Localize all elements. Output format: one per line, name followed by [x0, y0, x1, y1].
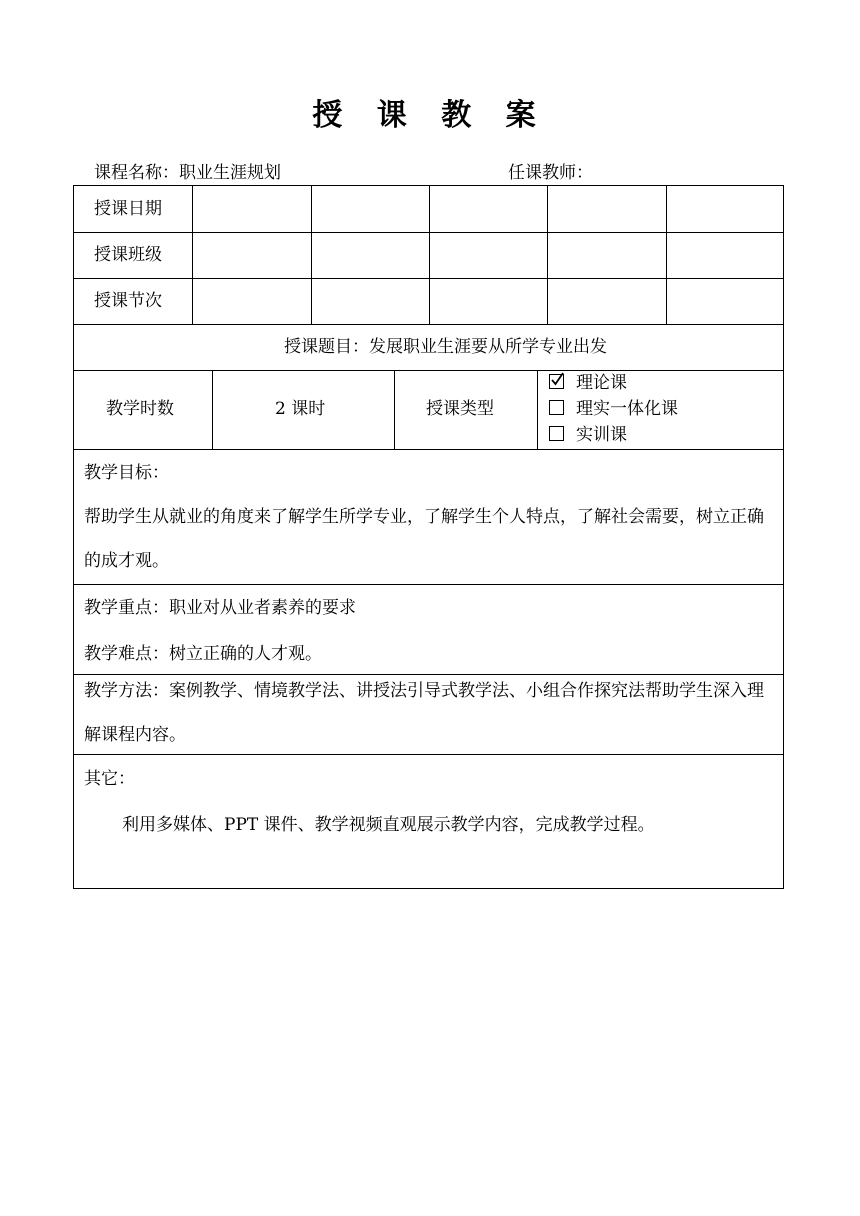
- difficult-point: 教学难点：树立正确的人才观。: [84, 644, 322, 664]
- lesson-type-label: 授课类型: [426, 399, 494, 419]
- teaching-methods: 教学方法：案例教学、情境教学法、讲授法引导式教学法、小组合作探究法帮助学生深入理解课程内容。: [84, 681, 764, 745]
- schedule-date-label: 授课日期: [94, 199, 162, 219]
- row-divider: [74, 324, 783, 325]
- lesson-type-option-label: 实训课: [576, 425, 627, 445]
- row-divider: [74, 370, 783, 371]
- lesson-plan-table: [73, 185, 784, 889]
- lesson-type-option-label: 理实一体化课: [576, 399, 678, 419]
- schedule-class-label: 授课班级: [94, 245, 162, 265]
- teacher-name: 任课教师：: [508, 163, 593, 183]
- checked-checkbox-icon: [549, 374, 564, 389]
- schedule-period-label: 授课节次: [94, 291, 162, 311]
- lesson-type-option: [549, 398, 678, 420]
- col-divider: [394, 370, 395, 449]
- lesson-type-option: [549, 424, 627, 446]
- key-point: 教学重点：职业对从业者素养的要求: [84, 598, 356, 618]
- objectives-text: 帮助学生从就业的角度来了解学生所学专业，了解学生个人特点，了解社会需要，树立正确的成才观。: [84, 507, 764, 571]
- objectives-label: 教学目标：: [84, 463, 169, 483]
- col-divider: [537, 370, 538, 449]
- row-divider: [74, 584, 783, 585]
- checkbox-icon: [549, 426, 564, 441]
- col-divider: [429, 186, 430, 324]
- course-name: 课程名称：职业生涯规划: [94, 163, 281, 183]
- lesson-type-option-label: 理论课: [576, 373, 627, 393]
- teaching-hours-value: 2 课时: [275, 399, 326, 419]
- lesson-type-option: [549, 372, 627, 394]
- teaching-hours-label: 教学时数: [106, 399, 174, 419]
- checkbox-icon: [549, 400, 564, 415]
- col-divider: [192, 186, 193, 324]
- other-label: 其它：: [84, 769, 135, 789]
- col-divider: [666, 186, 667, 324]
- lesson-topic: 授课题目：发展职业生涯要从所学专业出发: [284, 337, 607, 357]
- other-text: 利用多媒体、PPT 课件、教学视频直观展示教学内容，完成教学过程。: [122, 815, 655, 835]
- col-divider: [547, 186, 548, 324]
- page-title: 授 课 教 案: [312, 98, 548, 133]
- col-divider: [311, 186, 312, 324]
- col-divider: [212, 370, 213, 449]
- row-divider: [74, 449, 783, 450]
